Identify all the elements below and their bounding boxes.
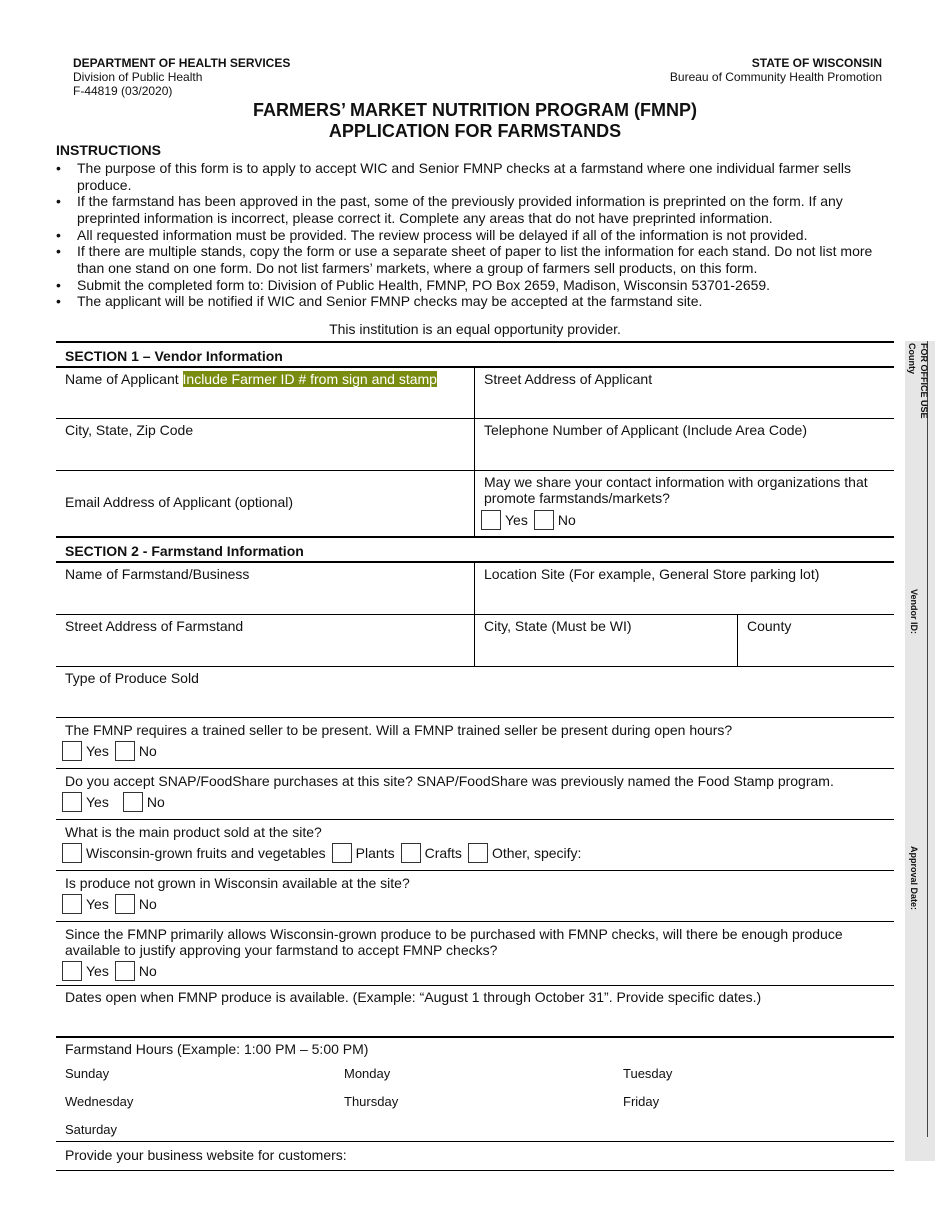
farmstand-address-row xyxy=(56,615,894,667)
applicant-phone-label: Telephone Number of Applicant (Include Area Code) xyxy=(484,422,807,438)
non-wi-produce-options xyxy=(56,891,894,914)
instruction-item: • The applicant will be notified if WIC and Senior FMNP checks may be accepted at the farmstand site. xyxy=(56,293,898,310)
crafts-checkbox[interactable] xyxy=(401,843,421,863)
plants-checkbox[interactable] xyxy=(332,843,352,863)
share-contact-options xyxy=(475,506,885,530)
fruits-checkbox[interactable] xyxy=(62,843,82,863)
snap-yes-checkbox[interactable] xyxy=(62,792,82,812)
hours-thursday[interactable]: Thursday xyxy=(344,1094,399,1109)
instructions-list xyxy=(56,160,898,310)
produce-type-label: Type of Produce Sold xyxy=(65,670,199,686)
share-no-checkbox[interactable] xyxy=(534,510,554,530)
crafts-option[interactable] xyxy=(401,843,462,863)
non-wi-produce-question: Is produce not grown in Wisconsin available at the site? xyxy=(65,875,410,891)
office-use-divider xyxy=(927,341,928,1137)
plants-option[interactable] xyxy=(332,843,395,863)
fruits-option[interactable] xyxy=(62,843,326,863)
office-use-title: FOR OFFICE USE xyxy=(919,343,929,419)
applicant-city-row xyxy=(56,419,894,471)
other-checkbox[interactable] xyxy=(468,843,488,863)
snap-no-checkbox[interactable] xyxy=(123,792,143,812)
share-yes-checkbox[interactable] xyxy=(481,510,501,530)
applicant-city-label: City, State, Zip Code xyxy=(65,422,194,438)
office-use-approval-date[interactable]: Approval Date: xyxy=(909,846,919,911)
applicant-name-row xyxy=(56,368,894,419)
bureau-name: Bureau of Community Health Promotion xyxy=(669,70,882,84)
trained-no-option[interactable] xyxy=(115,741,157,761)
applicant-email-field[interactable] xyxy=(56,471,475,536)
no-label: No xyxy=(138,743,157,759)
yes-label: Yes xyxy=(86,794,109,810)
office-use-vendor-id[interactable]: Vendor ID: xyxy=(909,589,919,635)
yes-label: Yes xyxy=(86,963,109,979)
enough-no-checkbox[interactable] xyxy=(115,961,135,981)
hours-saturday[interactable]: Saturday xyxy=(65,1122,118,1137)
applicant-street-label: Street Address of Applicant xyxy=(484,371,653,387)
applicant-email-row xyxy=(56,471,894,538)
snap-no-option[interactable] xyxy=(123,792,165,812)
header-left xyxy=(73,56,290,98)
share-contact-field xyxy=(475,471,894,536)
state-name: STATE OF WISCONSIN xyxy=(751,56,882,70)
applicant-name-label: Name of Applicant xyxy=(65,371,179,387)
snap-row xyxy=(56,769,894,820)
hours-tuesday[interactable]: Tuesday xyxy=(623,1066,673,1081)
share-contact-label: May we share your contact information with organizations that promote farmstands/markets? xyxy=(484,474,868,506)
division-name: Division of Public Health xyxy=(73,70,203,84)
location-site-field[interactable] xyxy=(475,563,894,614)
office-use-county[interactable]: County xyxy=(907,343,917,374)
other-option[interactable] xyxy=(468,843,581,863)
trained-seller-options xyxy=(56,738,894,761)
other-label: Other, specify: xyxy=(491,845,582,861)
enough-produce-options xyxy=(56,958,894,981)
dates-open-row xyxy=(56,986,894,1038)
non-wi-no-checkbox[interactable] xyxy=(115,894,135,914)
crafts-label: Crafts xyxy=(424,845,462,861)
form-title-line1: FARMERS’ MARKET NUTRITION PROGRAM (FMNP) xyxy=(253,100,697,120)
header-right xyxy=(670,56,882,84)
hours-sunday[interactable]: Sunday xyxy=(65,1066,110,1081)
farmstand-county-field[interactable] xyxy=(738,615,894,666)
applicant-city-field[interactable] xyxy=(56,419,475,470)
section1-title: SECTION 1 – Vendor Information xyxy=(65,348,283,364)
fruits-label: Wisconsin-grown fruits and vegetables xyxy=(86,845,326,861)
farmstand-name-label: Name of Farmstand/Business xyxy=(65,566,250,582)
form-title xyxy=(0,100,950,142)
share-no-option[interactable] xyxy=(534,510,576,530)
no-label: No xyxy=(138,896,157,912)
non-wi-no-option[interactable] xyxy=(115,894,157,914)
yes-label: Yes xyxy=(86,743,109,759)
dates-open-label: Dates open when FMNP produce is available. (Example: “August 1 through October 31”. Provide specific dates.) xyxy=(65,989,762,1005)
snap-options xyxy=(56,789,894,812)
applicant-email-label: Email Address of Applicant (optional) xyxy=(65,494,294,510)
instruction-item: • The purpose of this form is to apply to accept WIC and Senior FMNP checks at a farmstand where one individual farmer sells produce. xyxy=(56,160,898,193)
trained-yes-checkbox[interactable] xyxy=(62,741,82,761)
trained-seller-question: The FMNP requires a trained seller to be present. Will a FMNP trained seller be present during open hours? xyxy=(65,722,733,738)
section1-header xyxy=(56,343,894,368)
no-label: No xyxy=(138,963,157,979)
applicant-name-value[interactable]: Include Farmer ID # from sign and stamp xyxy=(182,371,437,387)
main-product-question: What is the main product sold at the site? xyxy=(65,824,322,840)
yes-label: Yes xyxy=(505,512,528,528)
enough-yes-checkbox[interactable] xyxy=(62,961,82,981)
yes-label: Yes xyxy=(86,896,109,912)
instruction-item: • All requested information must be provided. The review process will be delayed if all of the information is not provided. xyxy=(56,227,898,244)
snap-yes-option[interactable] xyxy=(62,792,109,812)
farmstand-name-field[interactable] xyxy=(56,563,475,614)
applicant-name-field[interactable] xyxy=(56,368,475,418)
department-name: DEPARTMENT OF HEALTH SERVICES xyxy=(73,56,291,70)
section2-header xyxy=(56,538,894,563)
website-field[interactable] xyxy=(56,1142,894,1170)
snap-question: Do you accept SNAP/FoodShare purchases at this site? SNAP/FoodShare was previously named the Food Stamp program. xyxy=(65,773,834,789)
enough-yes-option[interactable] xyxy=(62,961,109,981)
instruction-item: • Submit the completed form to: Division of Public Health, FMNP, PO Box 2659, Madison, Wisconsin 53701-2659. xyxy=(56,277,898,294)
enough-no-option[interactable] xyxy=(115,961,157,981)
form-title-line2: APPLICATION FOR FARMSTANDS xyxy=(328,121,622,141)
main-product-row xyxy=(56,820,894,871)
farmstand-hours-label: Farmstand Hours (Example: 1:00 PM – 5:00 PM) xyxy=(65,1041,369,1057)
produce-type-row xyxy=(56,667,894,718)
non-wi-yes-option[interactable] xyxy=(62,894,109,914)
office-use-panel xyxy=(905,341,935,1161)
hours-friday[interactable]: Friday xyxy=(623,1094,660,1109)
form-id: F-44819 (03/2020) xyxy=(73,84,173,98)
farmstand-city-label: City, State (Must be WI) xyxy=(484,618,632,634)
website-row xyxy=(56,1142,894,1171)
main-product-options xyxy=(56,840,894,863)
plants-label: Plants xyxy=(355,845,395,861)
trained-yes-option[interactable] xyxy=(62,741,109,761)
non-wi-yes-checkbox[interactable] xyxy=(62,894,82,914)
application-form xyxy=(56,341,894,1171)
applicant-street-field[interactable] xyxy=(475,368,894,418)
instructions-heading: INSTRUCTIONS xyxy=(56,142,161,158)
instruction-item: • If the farmstand has been approved in the past, some of the previously provided information is preprinted on the form. If any preprinted information is incorrect, please correct it. Complete any areas that do not have preprinted information. xyxy=(56,193,898,226)
location-site-label: Location Site (For example, General Store parking lot) xyxy=(484,566,820,582)
applicant-phone-field[interactable] xyxy=(475,419,894,470)
farmstand-street-field[interactable] xyxy=(56,615,475,666)
farmstand-hours xyxy=(56,1038,894,1142)
trained-seller-row xyxy=(56,718,894,769)
trained-no-checkbox[interactable] xyxy=(115,741,135,761)
section2-title: SECTION 2 - Farmstand Information xyxy=(65,543,304,559)
farmstand-street-label: Street Address of Farmstand xyxy=(65,618,244,634)
share-yes-option[interactable] xyxy=(481,510,528,530)
hours-wednesday[interactable]: Wednesday xyxy=(65,1094,134,1109)
farmstand-county-label: County xyxy=(747,618,792,634)
non-wi-produce-row xyxy=(56,871,894,922)
dates-open-field[interactable] xyxy=(56,986,894,1036)
hours-monday[interactable]: Monday xyxy=(344,1066,391,1081)
equal-opportunity-statement: This institution is an equal opportunity provider. xyxy=(329,321,621,337)
produce-type-field[interactable] xyxy=(56,667,894,717)
farmstand-city-field[interactable] xyxy=(475,615,738,666)
enough-produce-question: Since the FMNP primarily allows Wisconsin-grown produce to be purchased with FMNP checks, will there be enough produce available to justify approving your farmstand to accept FMNP checks? xyxy=(65,926,843,958)
no-label: No xyxy=(146,794,165,810)
farmstand-name-row xyxy=(56,563,894,615)
enough-produce-row xyxy=(56,922,894,986)
instruction-item: • If there are multiple stands, copy the form or use a separate sheet of paper to list the information for each stand. Do not list more than one stand on one form. Do not list farmers’ markets, where a group of farmers sell products, on this form. xyxy=(56,243,898,276)
website-label: Provide your business website for customers: xyxy=(65,1147,347,1163)
no-label: No xyxy=(557,512,576,528)
